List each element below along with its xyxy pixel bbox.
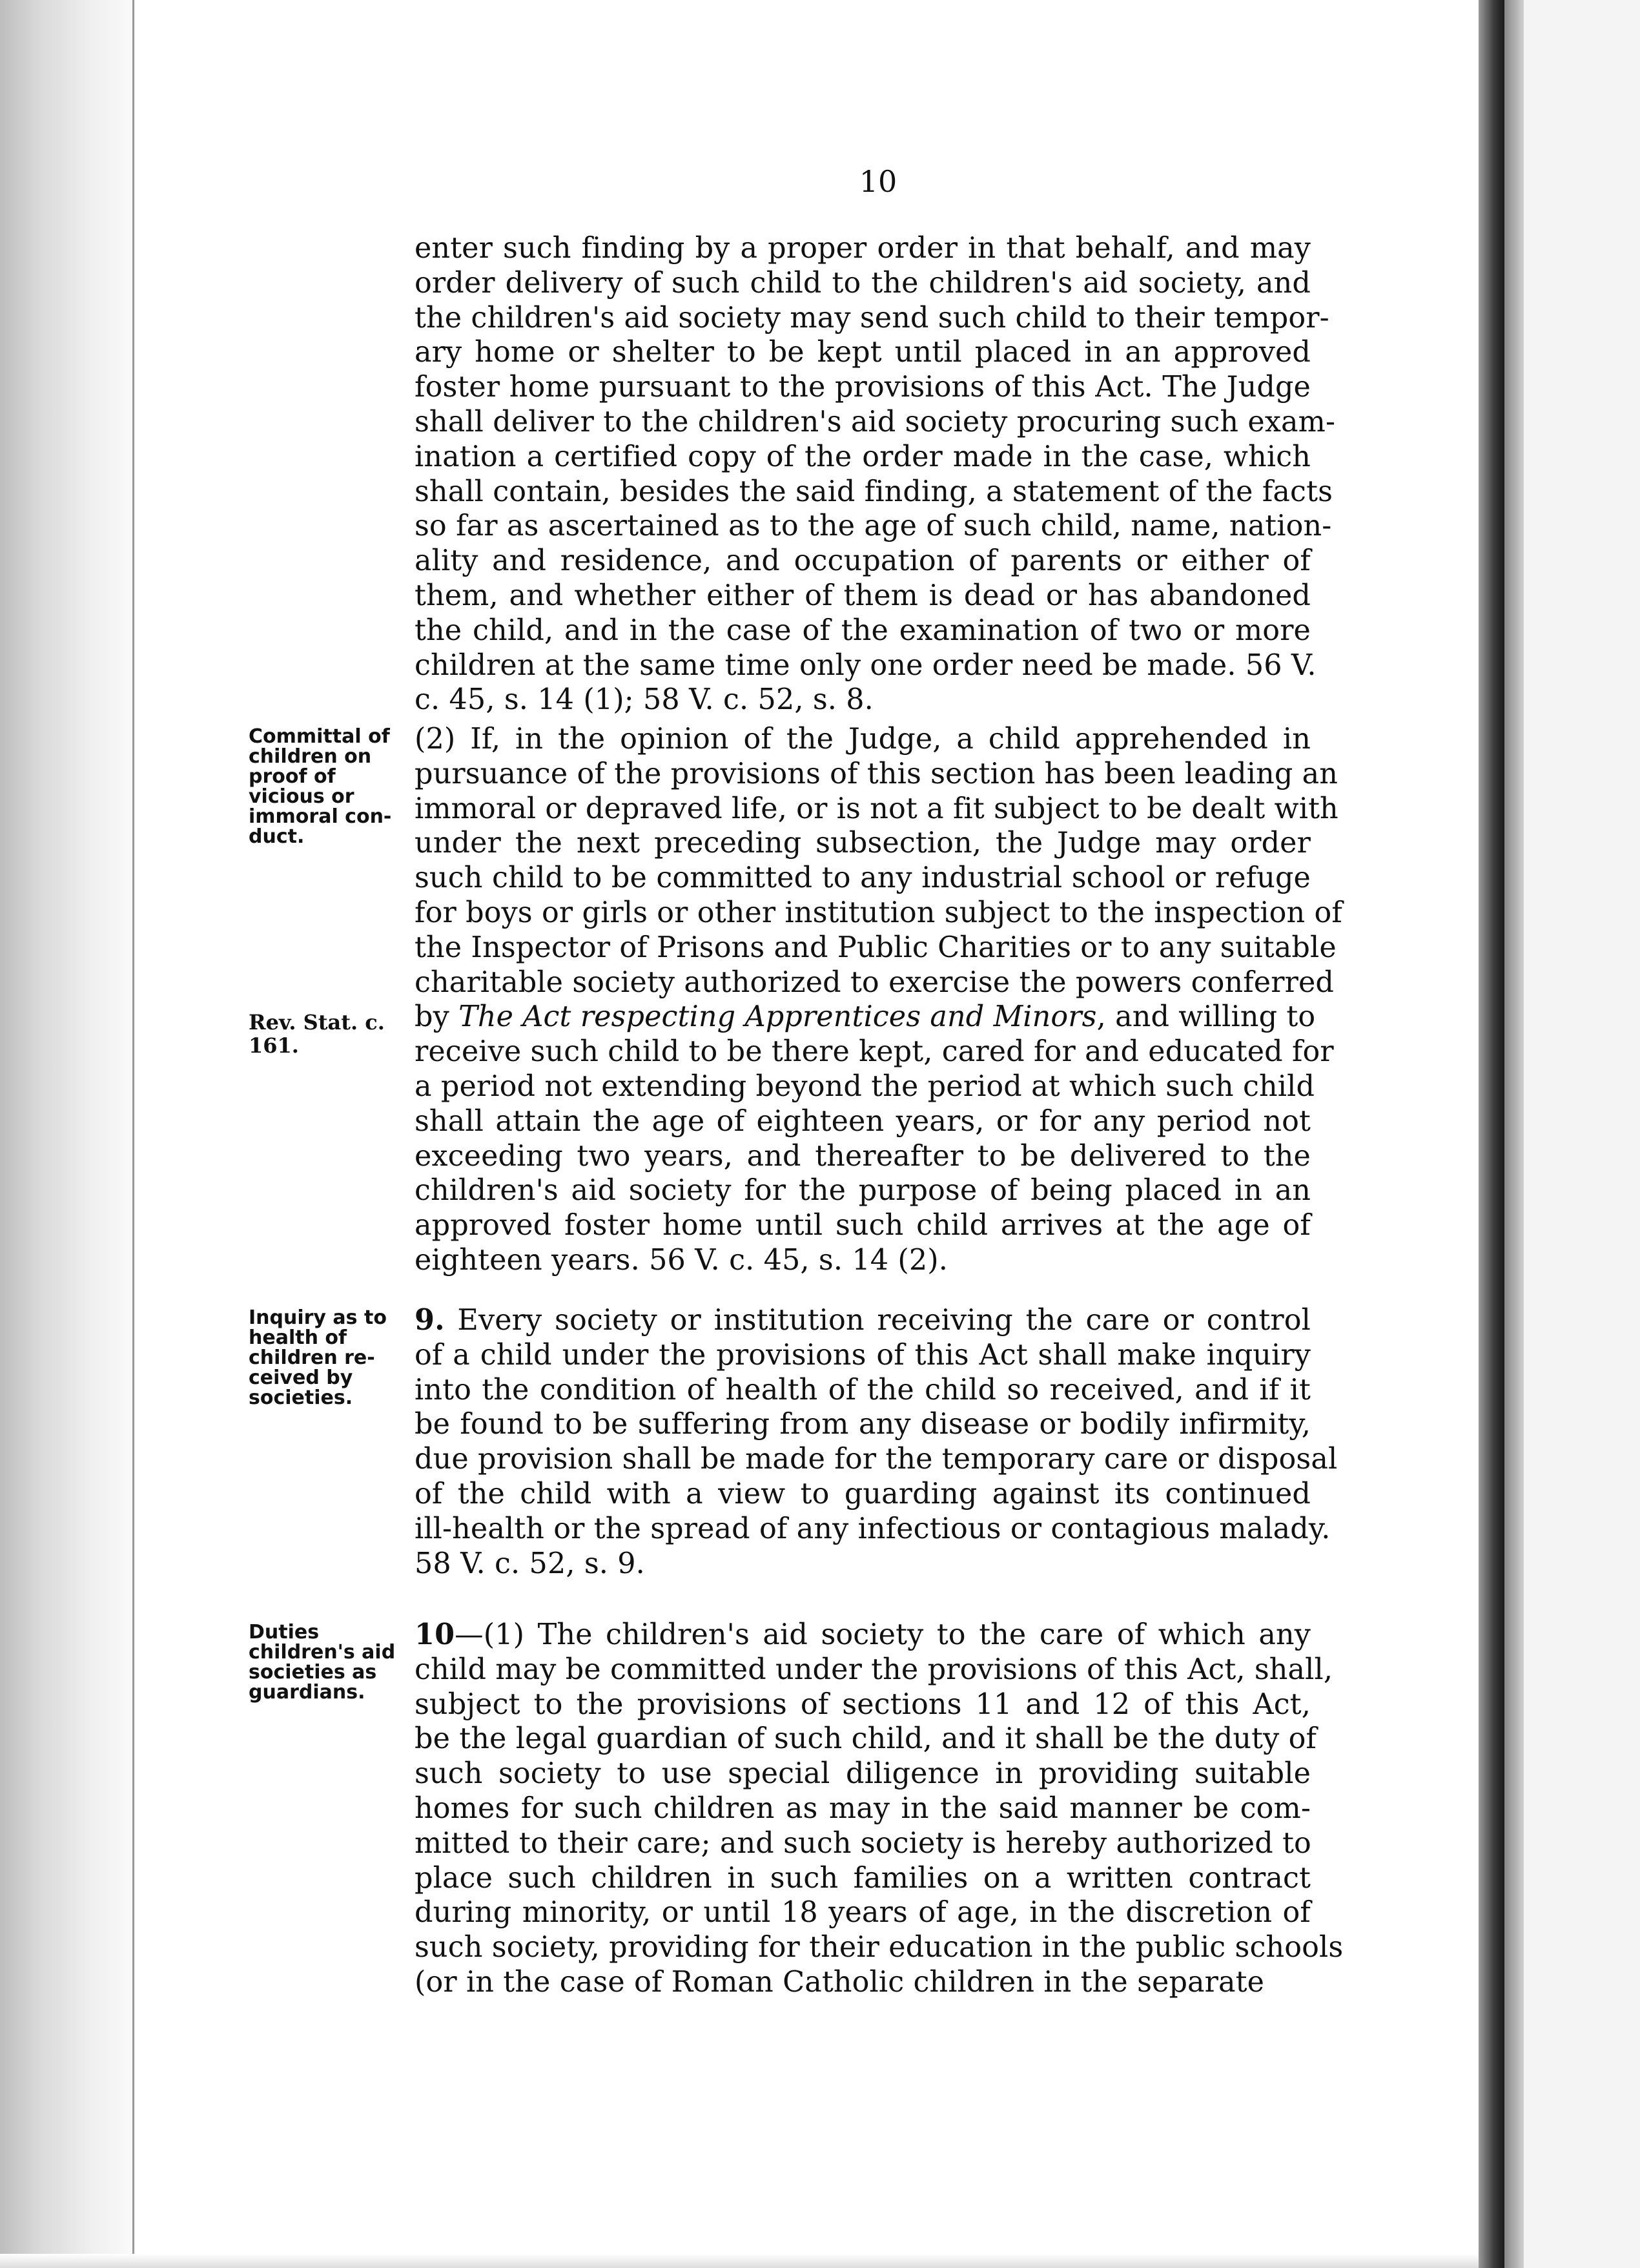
text-line: due provision shall be made for the temporary care or disposal — [415, 1443, 1338, 1476]
text-line: the children's aid society may send such child to their tempor- — [415, 301, 1329, 335]
paragraph-section-8-2 — [415, 722, 1342, 1278]
margin-note-line: guardians. — [249, 1681, 365, 1704]
paragraph-section-9 — [415, 1303, 1338, 1581]
scan-left-margin — [0, 0, 136, 2268]
text-run: by — [415, 1000, 459, 1034]
text-line: be found to be suffering from any disease or bodily infirmity, — [415, 1408, 1311, 1441]
text-line: shall deliver to the children's aid society procuring such exam- — [415, 405, 1336, 438]
margin-note-line: societies. — [249, 1387, 353, 1409]
text-line: such child to be committed to any industrial school or refuge — [415, 861, 1311, 895]
text-line: exceeding two years, and thereafter to be delivered to the — [415, 1139, 1311, 1173]
text-line: subject to the provisions of sections 11 and 12 of this Act, — [415, 1687, 1311, 1721]
text-line: ination a certified copy of the order made in the case, which — [415, 440, 1311, 473]
text-line: (2) If, in the opinion of the Judge, a child apprehended in — [415, 723, 1311, 756]
paragraph-continued — [415, 231, 1336, 717]
text-line: during minority, or until 18 years of age, in the discretion of — [415, 1896, 1311, 1930]
page-number: 10 — [859, 164, 897, 199]
margin-note-line: 161. — [249, 1033, 299, 1058]
text-line: child may be committed under the provisions of this Act, shall, — [415, 1653, 1333, 1686]
margin-note-committal — [249, 727, 404, 847]
margin-note-line: vicious or — [249, 785, 354, 808]
text-line: approved foster home until such child arrives at the age of — [415, 1209, 1311, 1242]
margin-note-rev-stat — [249, 1011, 404, 1057]
margin-note-line: children on — [249, 745, 372, 768]
text-line: the Inspector of Prisons and Public Charities or to any suitable — [415, 931, 1337, 964]
text-line — [415, 1000, 1316, 1035]
text-line: them, and whether either of them is dead or has abandoned — [415, 579, 1311, 612]
text-line: shall attain the age of eighteen years, or for any period not — [415, 1104, 1311, 1138]
text-line: place such children in such families on a written contract — [415, 1861, 1311, 1895]
text-line: of a child under the provisions of this Act shall make inquiry — [415, 1338, 1311, 1372]
text-run: , and willing to — [1096, 1000, 1316, 1034]
margin-note-line: children re- — [249, 1346, 375, 1369]
text-line: ill-health or the spread of any infectious or contagious malady. — [415, 1512, 1331, 1545]
margin-note-duties — [249, 1622, 404, 1702]
margin-note-line: ceived by — [249, 1366, 353, 1389]
text-line — [415, 1303, 1311, 1338]
text-line: the child, and in the case of the examination of two or more — [415, 613, 1311, 647]
text-line: under the next preceding subsection, the Judge may order — [415, 827, 1311, 860]
margin-note-line: Duties — [249, 1621, 320, 1644]
margin-note-line: immoral con- — [249, 805, 392, 828]
scan-page-edge — [132, 0, 134, 2268]
text-line: children at the same time only one order need be made. 56 V. — [415, 648, 1317, 682]
text-line: of the child with a view to guarding against its continued — [415, 1477, 1311, 1510]
text-line: 58 V. c. 52, s. 9. — [415, 1547, 645, 1580]
section-number: 9. — [415, 1303, 445, 1337]
text-line: mitted to their care; and such society is hereby authorized to — [415, 1826, 1311, 1860]
text-line: homes for such children as may in the said manner be com- — [415, 1791, 1311, 1825]
text-run: Every society or institution receiving the care or control — [444, 1304, 1311, 1337]
text-line: enter such finding by a proper order in that behalf, and may — [415, 232, 1311, 265]
text-line: eighteen years. 56 V. c. 45, s. 14 (2). — [415, 1243, 948, 1277]
text-line: ary home or shelter to be kept until placed in an approved — [415, 336, 1311, 369]
margin-note-line: Rev. Stat. c. — [249, 1010, 385, 1035]
text-line: such society, providing for their education in the public schools — [415, 1931, 1344, 1964]
scan-bottom-shade — [0, 2254, 1479, 2268]
margin-note-inquiry — [249, 1308, 404, 1408]
text-line: charitable society authorized to exercise the powers conferred — [415, 965, 1335, 999]
text-line: pursuance of the provisions of this section has been leading an — [415, 757, 1338, 790]
text-line: children's aid society for the purpose of being placed in an — [415, 1174, 1311, 1208]
margin-note-line: health of — [249, 1326, 347, 1349]
margin-note-line: children's aid — [249, 1641, 396, 1664]
book-spine-shadow — [1479, 0, 1504, 2268]
text-line: (or in the case of Roman Catholic children in the separate — [415, 1965, 1265, 1999]
book-spine-edge — [1504, 0, 1524, 2268]
text-line: for boys or girls or other institution subject to the inspection of — [415, 896, 1342, 929]
section-number: 10 — [415, 1618, 455, 1651]
text-line: immoral or depraved life, or is not a fit subject to be dealt with — [415, 792, 1338, 825]
act-title: The Act respecting Apprentices and Minors — [458, 1000, 1097, 1034]
text-line: a period not extending beyond the period at which such child — [415, 1069, 1315, 1103]
text-run: —(1) The children's aid society to the care of which any — [455, 1618, 1311, 1651]
text-line: receive such child to be there kept, cared for and educated for — [415, 1035, 1334, 1069]
text-line: shall contain, besides the said finding, a statement of the facts — [415, 475, 1333, 508]
margin-note-line: societies as — [249, 1661, 377, 1684]
margin-note-line: proof of — [249, 765, 336, 788]
text-line: c. 45, s. 14 (1); 58 V. c. 52, s. 8. — [415, 683, 874, 717]
text-line: foster home pursuant to the provisions of this Act. The Judge — [415, 371, 1311, 404]
text-line: ality and residence, and occupation of parents or either of — [415, 544, 1311, 578]
text-line: be the legal guardian of such child, and it shall be the duty of — [415, 1722, 1317, 1756]
facing-page-edge — [1524, 0, 1640, 2268]
text-line: so far as ascertained as to the age of such child, name, nation- — [415, 510, 1332, 543]
text-line: such society to use special diligence in providing suitable — [415, 1757, 1311, 1791]
margin-note-line: duct. — [249, 825, 305, 848]
margin-note-line: Inquiry as to — [249, 1306, 387, 1329]
text-line: into the condition of health of the child so received, and if it — [415, 1373, 1311, 1407]
text-line: order delivery of such child to the children's aid society, and — [415, 266, 1311, 300]
margin-note-line: Committal of — [249, 725, 390, 748]
text-line — [415, 1618, 1311, 1653]
paragraph-section-10 — [415, 1618, 1344, 2000]
